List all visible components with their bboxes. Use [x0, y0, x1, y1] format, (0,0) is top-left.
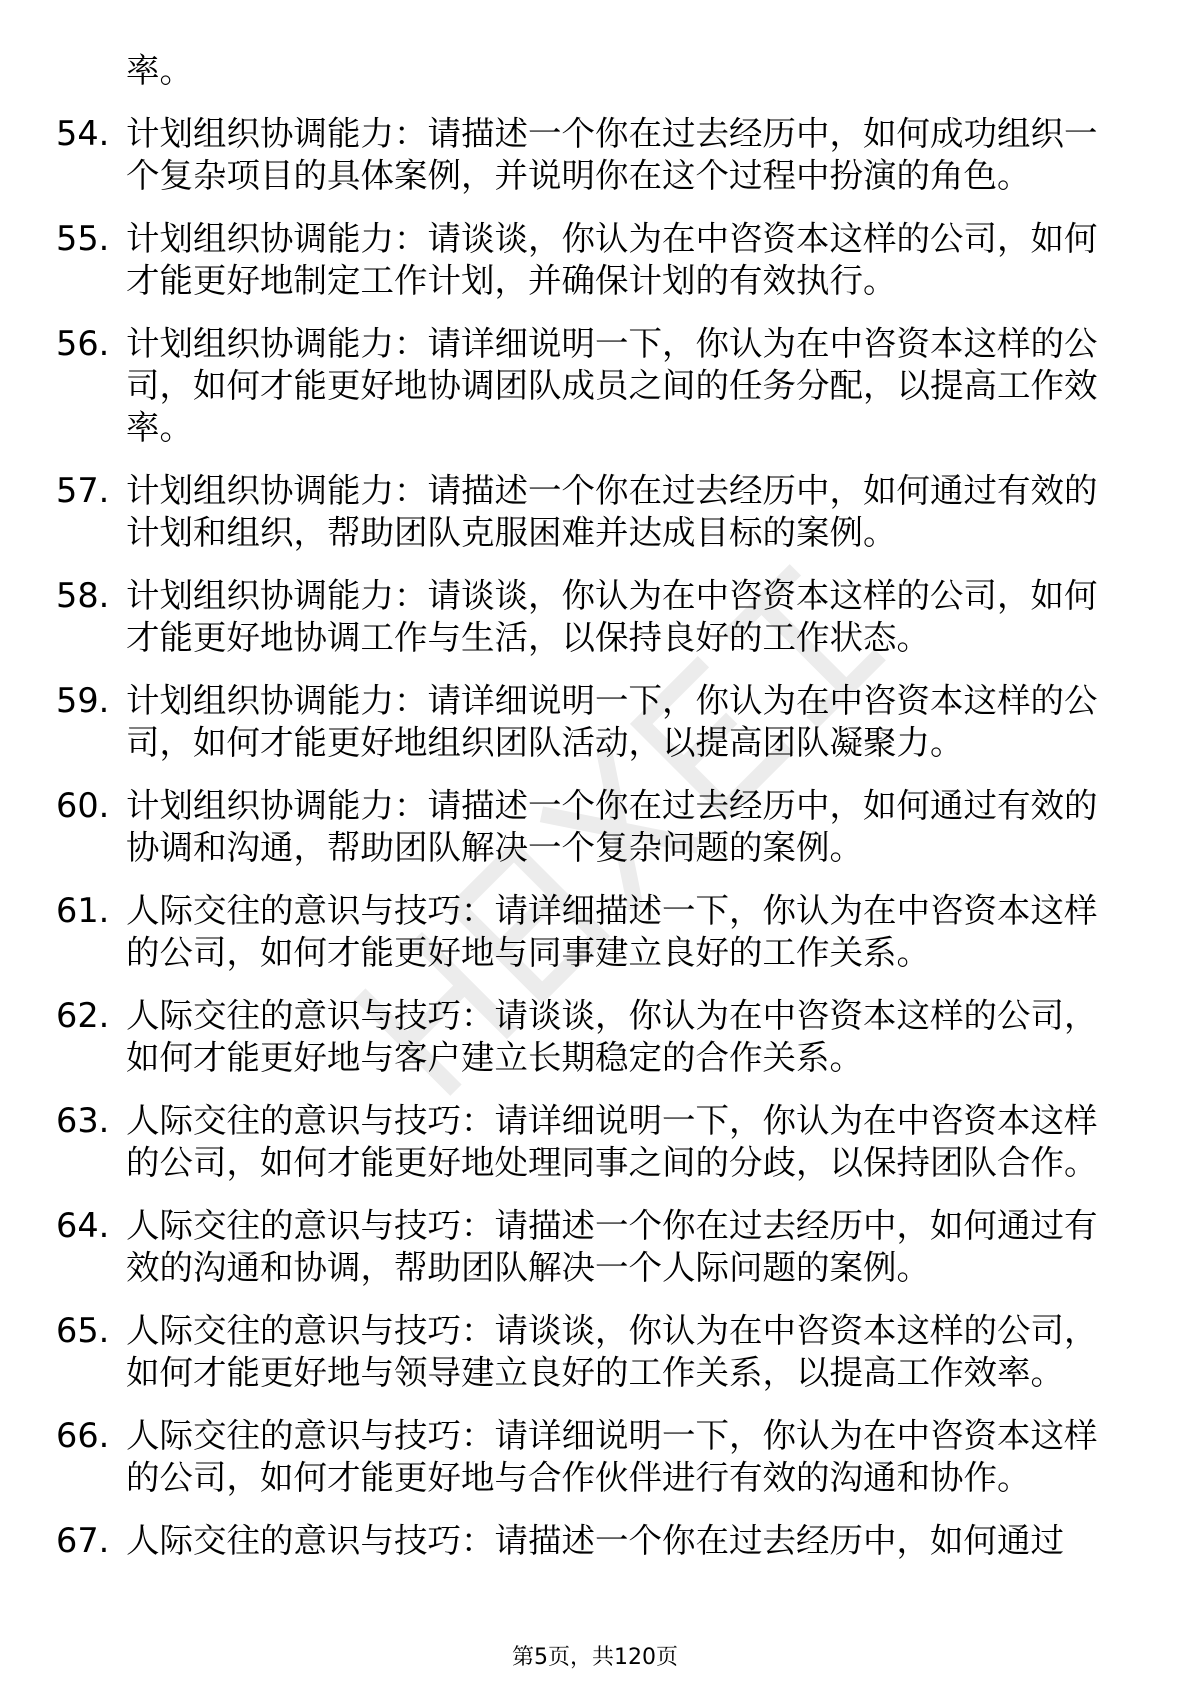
question-number: 65.	[56, 1311, 110, 1350]
question-text: 人际交往的意识与技巧：请详细描述一下，你认为在中咨资本这样的公司，如何才能更好地与同事建立良好的工作关系。	[126, 891, 1098, 972]
list-item	[56, 1520, 1116, 1562]
question-number: 63.	[56, 1101, 110, 1140]
question-number: 67.	[56, 1521, 110, 1560]
question-text: 人际交往的意识与技巧：请描述一个你在过去经历中，如何通过	[126, 1521, 1064, 1560]
question-number: 60.	[56, 786, 110, 825]
list-item	[56, 1415, 1116, 1499]
question-number: 57.	[56, 471, 110, 510]
question-text: 计划组织协调能力：请描述一个你在过去经历中，如何成功组织一个复杂项目的具体案例，并说明你在这个过程中扮演的角色。	[126, 114, 1098, 195]
list-item	[56, 890, 1116, 974]
question-number: 61.	[56, 891, 110, 930]
page-number-label: 第5页，共120页	[512, 1645, 678, 1670]
question-text: 人际交往的意识与技巧：请谈谈，你认为在中咨资本这样的公司，如何才能更好地与领导建立良好的工作关系，以提高工作效率。	[126, 1311, 1098, 1392]
question-text: 计划组织协调能力：请谈谈，你认为在中咨资本这样的公司，如何才能更好地协调工作与生活，以保持良好的工作状态。	[126, 576, 1098, 657]
question-number: 54.	[56, 114, 110, 153]
question-content	[56, 50, 1116, 1583]
question-number: 66.	[56, 1416, 110, 1455]
question-text: 计划组织协调能力：请描述一个你在过去经历中，如何通过有效的协调和沟通，帮助团队解决一个复杂问题的案例。	[126, 786, 1098, 867]
question-number: 56.	[56, 324, 110, 363]
list-item	[56, 1310, 1116, 1394]
question-number: 62.	[56, 996, 110, 1035]
question-text: 计划组织协调能力：请描述一个你在过去经历中，如何通过有效的计划和组织，帮助团队克服困难并达成目标的案例。	[126, 471, 1098, 552]
list-item	[56, 1100, 1116, 1184]
list-item	[56, 680, 1116, 764]
question-number: 55.	[56, 219, 110, 258]
question-text: 人际交往的意识与技巧：请详细说明一下，你认为在中咨资本这样的公司，如何才能更好地与合作伙伴进行有效的沟通和协作。	[126, 1416, 1098, 1497]
question-text: 人际交往的意识与技巧：请谈谈，你认为在中咨资本这样的公司，如何才能更好地与客户建立长期稳定的合作关系。	[126, 996, 1098, 1077]
carryover-text: 率。	[126, 51, 193, 90]
list-item	[56, 785, 1116, 869]
list-item	[56, 995, 1116, 1079]
question-number: 59.	[56, 681, 110, 720]
question-number: 58.	[56, 576, 110, 615]
list-item	[56, 113, 1116, 197]
question-text: 人际交往的意识与技巧：请描述一个你在过去经历中，如何通过有效的沟通和协调，帮助团队解决一个人际问题的案例。	[126, 1206, 1098, 1287]
carryover-line	[126, 50, 1116, 92]
question-list	[56, 113, 1116, 1562]
question-text: 人际交往的意识与技巧：请详细说明一下，你认为在中咨资本这样的公司，如何才能更好地处理同事之间的分歧，以保持团队合作。	[126, 1101, 1098, 1182]
list-item	[56, 575, 1116, 659]
question-number: 64.	[56, 1206, 110, 1245]
page-footer	[0, 1645, 1190, 1671]
list-item	[56, 218, 1116, 302]
list-item	[56, 470, 1116, 554]
list-item	[56, 323, 1116, 449]
question-text: 计划组织协调能力：请详细说明一下，你认为在中咨资本这样的公司，如何才能更好地组织团队活动，以提高团队凝聚力。	[126, 681, 1098, 762]
list-item	[56, 1205, 1116, 1289]
question-text: 计划组织协调能力：请详细说明一下，你认为在中咨资本这样的公司，如何才能更好地协调团队成员之间的任务分配，以提高工作效率。	[126, 324, 1098, 447]
question-text: 计划组织协调能力：请谈谈，你认为在中咨资本这样的公司，如何才能更好地制定工作计划，并确保计划的有效执行。	[126, 219, 1098, 300]
